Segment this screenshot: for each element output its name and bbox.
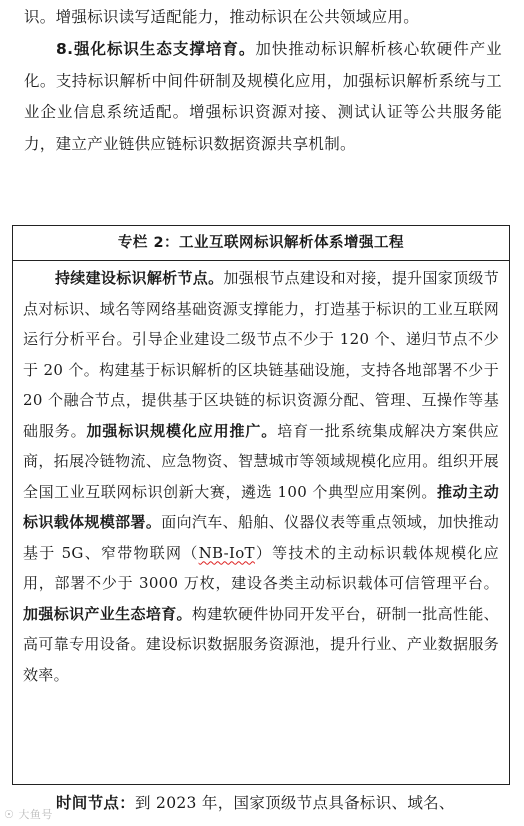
box-p2-body: 培育一批系统集成解决方案供应商，拓展冷链物流、应急物资、智慧城市等领域规模化应用。组织开展全国工业互联网标识创新大赛，遴选 100 个典型应用案例。	[23, 421, 500, 501]
box-p2-heading: 加强标识规模化应用推广。	[86, 421, 278, 440]
paragraph-section-8	[24, 34, 502, 160]
box-p4-body: 构建软硬件协同开发平台，研制一批高性能、高可靠专用设备。建设标识数据服务资源池，提升行业、产业数据服务效率。	[23, 604, 499, 684]
watermark-icon: ☉	[4, 808, 15, 821]
box-p1-heading: 持续建设标识解析节点。	[55, 269, 224, 287]
watermark-logo	[4, 806, 53, 822]
top-line-text: 识。增强标识读写适配能力，推动标识在公共领域应用。	[24, 8, 420, 26]
feature-box-title: 专栏 2：工业互联网标识解析体系增强工程	[13, 226, 509, 261]
watermark-text: 大鱼号	[18, 808, 53, 821]
feature-box-body	[13, 261, 509, 690]
box-p3-body-b: ）等技术的主动标识载体规模化应用，部署不少于 3000 万枚，建设各类主动标识载体可信管理平台。	[23, 543, 499, 592]
nb-iot-term: NB-IoT	[198, 543, 255, 562]
timeline-heading: 时间节点：	[56, 794, 136, 812]
box-p1-body: 加强根节点建设和对接，提升国家顶级节点对标识、域名等网络基础资源支撑能力，打造基于标识的工业互联网运行分析平台。引导企业建设二级节点不少于 120 个、递归节点不少于 20 个。构建基于标识解析的区块链基础设施，支持各地部署不少于 20 个融合节点，提供基于区块链的标识资源分配、管理、互操作等基础服务。	[23, 269, 499, 440]
paragraph-top-line	[24, 2, 502, 34]
section-8-heading: 8.强化标识生态支撑培育。	[56, 40, 256, 58]
feature-box	[12, 225, 510, 785]
section-8-body: 加快推动标识解析核心软硬件产业化。支持标识解析中间件研制及规模化应用，加强标识解析系统与工业企业信息系统适配。增强标识资源对接、测试认证等公共服务能力，建立产业链供应链标识数据资源共享机制。	[24, 40, 502, 153]
paragraph-timeline	[24, 788, 514, 819]
timeline-body: 到 2023 年，国家顶级节点具备标识、域名、	[135, 794, 455, 812]
box-p3-body-a: 面向汽车、船舶、仪器仪表等重点领域，加快推动基于 5G、窄带物联网（	[23, 513, 500, 562]
box-p4-heading: 加强标识产业生态培育。	[23, 604, 192, 623]
box-p3-heading: 推动主动标识载体规模部署。	[23, 482, 500, 531]
